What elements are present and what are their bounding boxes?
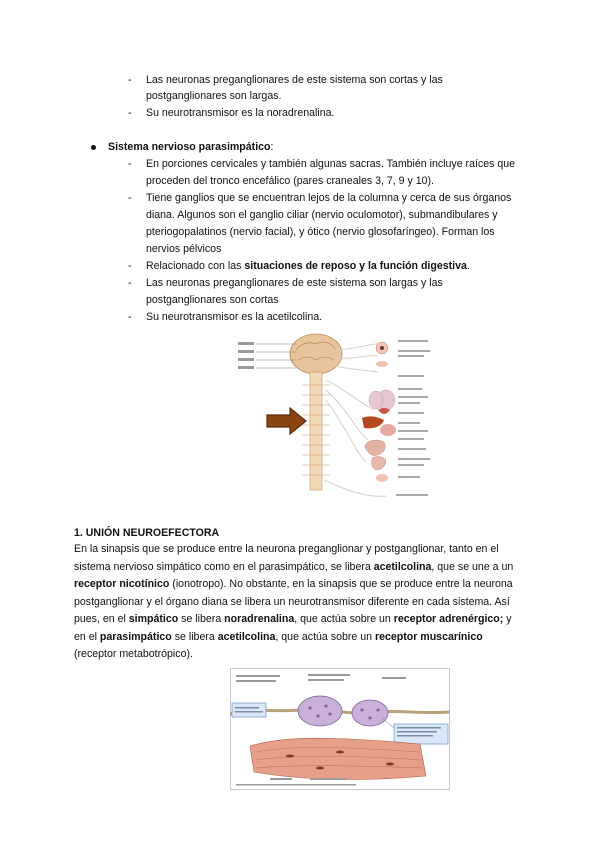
list-item-text: proceden del tronco encefálico (pares craneales 3, 7, 9 y 10). xyxy=(146,175,434,187)
list-item-text: En porciones cervicales y también algunas sacras. También incluye raíces que xyxy=(146,158,516,170)
list-dash: - xyxy=(128,107,132,119)
list-item-text: Su neurotransmisor es la noradrenalina. xyxy=(146,107,335,119)
list-item-text: Las neuronas preganglionares de este sistema son largas y las xyxy=(146,277,443,289)
arrow-right-icon xyxy=(266,406,308,436)
paragraph: En la sinapsis que se produce entre la neurona preganglionar y postganglionar, tanto en el sistema nervioso simpático como en el parasimpático, se libera acetilcolina, que se une a un receptor nicotínico (ionotropo). No obstante, en la sinapsis que se produce entre la neurona postganglionar y el órgano diana se libera un neurotransmisor diferente en cada sistema. Así pues, en el simpático se libera noradrenalina, que actúa sobre un receptor adrenérgico; y en el parasimpático se libera acetilcolina, que actúa sobre un receptor muscarínico (receptor metabotrópico). xyxy=(74,543,514,660)
list-dash: - xyxy=(128,260,132,272)
varicosity-icon xyxy=(352,700,388,726)
list-dash: - xyxy=(128,192,132,204)
stomach-icon xyxy=(380,424,396,436)
list-item-text: Su neurotransmisor es la acetilcolina. xyxy=(146,311,323,323)
brain-icon xyxy=(290,334,342,374)
list-item-text: Tiene ganglios que se encuentran lejos de la columna y cerca de sus órganos xyxy=(146,192,512,204)
varicosity-icon xyxy=(298,696,342,726)
list-dash: - xyxy=(128,277,132,289)
bullet-icon xyxy=(91,145,96,150)
list-dash: - xyxy=(128,74,132,86)
list-item-text: postganglionares son cortas xyxy=(146,294,279,306)
list-item-text: diana. Algunos son el ganglio ciliar (nervio oculomotor), submandibulares y xyxy=(146,209,498,221)
list-dash: - xyxy=(128,158,132,170)
section-heading: 1. UNIÓN NEUROEFECTORA xyxy=(74,527,220,539)
neuroeffector-junction-figure xyxy=(230,668,450,790)
list-item-text: Relacionado con las situaciones de reposo y la función digestiva. xyxy=(146,260,470,272)
spinal-cord-icon xyxy=(310,372,322,490)
list-item-text: nervios pélvicos xyxy=(146,243,222,255)
section-title: Sistema nervioso parasimpático: xyxy=(108,141,274,153)
list-item-text: Las neuronas preganglionares de este sistema son cortas y las xyxy=(146,74,443,86)
list-item-text: pteriogopalatinos (nervio facial), y ótico (nervio glosofaríngeo). Forman los xyxy=(146,226,495,238)
list-item-text: postganglionares son largas. xyxy=(146,90,282,102)
list-dash: - xyxy=(128,311,132,323)
